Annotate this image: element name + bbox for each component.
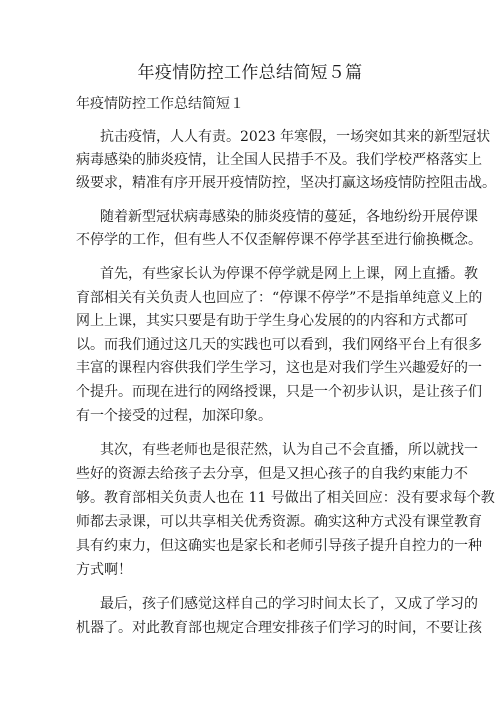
body-line: 不停学的工作，但有些人不仅歪解停课不停学甚至进行偷换概念。	[76, 232, 482, 248]
body-line: 机器了。对此教育部也规定合理安排孩子们学习的时间，不要让孩	[76, 620, 482, 636]
document-subtitle: 年疫情防控工作总结简短１	[76, 96, 244, 112]
body-line: 够。教育部相关负责人也在 11 号做出了相关回应：没有要求每个教	[76, 490, 495, 506]
body-line: 丰富的课程内容供我们学生学习，这也是对我们学生兴趣爱好的一	[76, 360, 482, 376]
body-line: 有一个接受的过程，加深印象。	[76, 408, 272, 424]
body-line: 随着新型冠状病毒感染的肺炎疫情的蔓延，各地纷纷开展停课	[100, 209, 478, 225]
body-line: 级要求，精准有序开展开疫情防控，坚决打赢这场疫情防控阻击战。	[76, 175, 496, 191]
body-line: 具有约束力，但这确实也是家长和老师引导孩子提升自控力的一种	[76, 538, 482, 554]
document-title: 年疫情防控工作总结简短５篇	[137, 63, 363, 83]
body-line: 方式啊！	[76, 562, 132, 578]
body-line: 其次，有些老师也是很茫然，认为自己不会直播，所以就找一	[100, 442, 478, 458]
body-line: 网上上课，其实只要是有助于学生身心发展的的内容和方式都可	[76, 313, 468, 329]
body-line: 抗击疫情，人人有责。2023 年寒假，一场突如其来的新型冠状	[100, 129, 491, 145]
body-line: 首先，有些家长认为停课不停学就是网上上课，网上直播。教	[100, 266, 478, 282]
body-line: 病毒感染的肺炎疫情，让全国人民措手不及。我们学校严格落实上	[76, 152, 482, 168]
body-line: 育部相关有关负责人也回应了：“停课不停学”不是指单纯意义上的	[76, 290, 483, 306]
body-line: 师都去录课，可以共享相关优秀资源。确实这种方式没有课堂教育	[76, 514, 482, 530]
body-line: 些好的资源去给孩子去分享，但是又担心孩子的自我约束能力不	[76, 466, 468, 482]
body-line: 个提升。而现在进行的网络授课，只是一个初步认识，是让孩子们	[76, 384, 482, 400]
body-line: 以。而我们通过这几天的实践也可以看到，我们网络平台上有很多	[76, 337, 482, 353]
body-line: 最后，孩子们感觉这样自己的学习时间太长了，又成了学习的	[100, 596, 478, 612]
